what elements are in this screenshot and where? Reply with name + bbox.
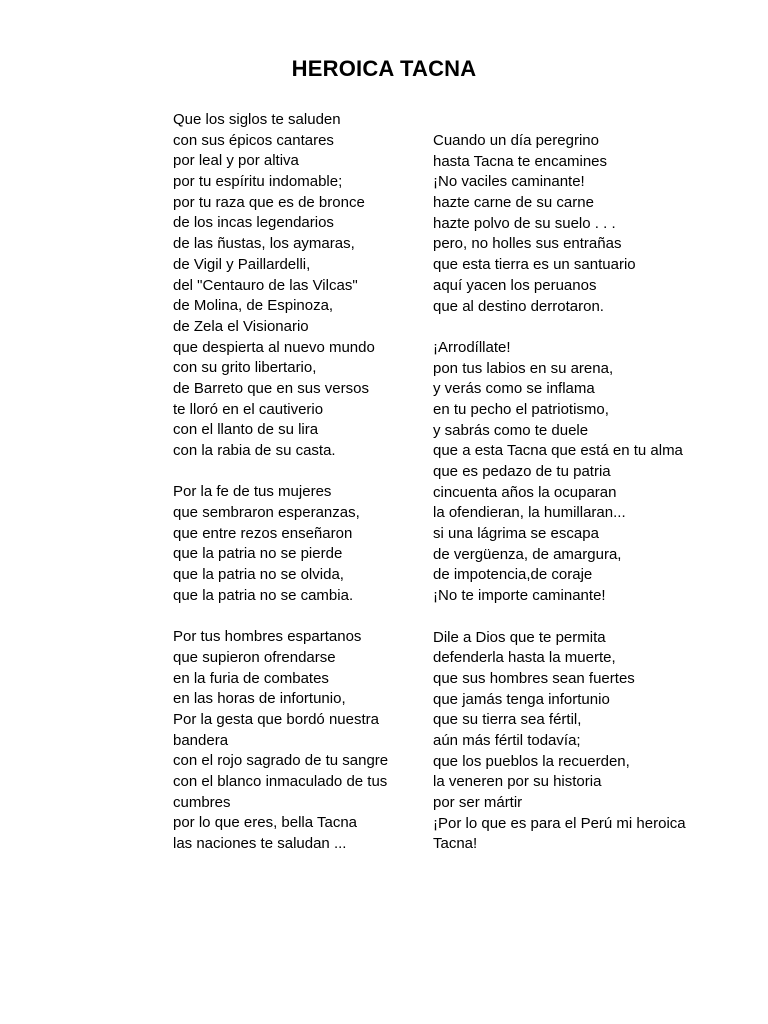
stanza [433, 628, 733, 856]
poem-line: cincuenta años la ocuparan [433, 483, 617, 501]
poem-line: que esta tierra es un santuario [433, 256, 636, 274]
poem-line: pero, no holles sus entrañas [433, 235, 622, 253]
poem-line: ¡No vaciles caminante! [433, 173, 585, 191]
poem-line: del "Centauro de las Vilcas" [173, 276, 358, 294]
poem-line: que la patria no se olvida, [173, 566, 344, 584]
poem-line: Cuando un día peregrino [433, 132, 599, 149]
poem-line: por lo que eres, bella Tacna [173, 814, 358, 832]
poem-line: que sembraron esperanzas, [173, 504, 360, 522]
stanza [433, 131, 733, 317]
poem-line: Que los siglos te saluden [173, 111, 341, 128]
poem-line: de Zela el Visionario [173, 317, 309, 335]
poem-line: por tu raza que es de bronce [173, 193, 365, 211]
poem-line: de Molina, de Espinoza, [173, 297, 334, 315]
poem-column-left [173, 110, 423, 855]
poem-line: de Vigil y Paillardelli, [173, 255, 311, 273]
stanza [433, 338, 733, 607]
poem-line: de Barreto que en sus versos [173, 379, 369, 397]
poem-line: y verás como se inflama [433, 380, 595, 398]
poem-line: con el rojo sagrado de tu sangre [173, 752, 389, 770]
poem-line: que supieron ofrendarse [173, 648, 336, 666]
poem-line: Dile a Dios que te permita [433, 628, 606, 646]
poem-line: de las ñustas, los aymaras, [173, 235, 355, 253]
poem-line: que a esta Tacna que está en tu alma [433, 442, 683, 460]
poem-line: Tacna! [433, 835, 478, 853]
poem-title: HEROICA TACNA [291, 56, 477, 81]
poem-line: por tu espíritu indomable; [173, 173, 343, 191]
stanza [173, 110, 423, 462]
poem-line: con la rabia de su casta. [173, 442, 336, 459]
poem-line: cumbres [173, 793, 231, 811]
poem-line: de los incas legendarios [173, 214, 334, 232]
poem-line: con el blanco inmaculado de tus [173, 773, 388, 790]
poem-line: la veneren por su historia [433, 773, 602, 791]
poem-line: hazte carne de su carne [433, 194, 594, 212]
poem-line: pon tus labios en su arena, [433, 359, 614, 377]
poem-line: que los pueblos la recuerden, [433, 752, 630, 770]
poem-line: por leal y por altiva [173, 152, 299, 170]
poem-line: con sus épicos cantares [173, 131, 334, 149]
poem-line: que despierta al nuevo mundo [173, 338, 375, 356]
poem-line: Por la fe de tus mujeres [173, 483, 332, 501]
poem-line: de impotencia,de coraje [433, 566, 593, 584]
poem-line: Por tus hombres espartanos [173, 628, 362, 646]
poem-line: la ofendieran, la humillaran... [433, 504, 626, 522]
poem-line: aún más fértil todavía; [433, 731, 581, 749]
poem-line: que su tierra sea fértil, [433, 711, 582, 729]
poem-column-right [433, 131, 733, 855]
poem-line: en las horas de infortunio, [173, 690, 346, 708]
stanza [173, 627, 423, 855]
poem-line: que es pedazo de tu patria [433, 463, 611, 480]
poem-line: por ser mártir [433, 794, 523, 811]
poem-line: que sus hombres sean fuertes [433, 669, 635, 687]
poem-line: ¡Arrodíllate! [433, 338, 511, 356]
poem-line: las naciones te saludan ... [173, 835, 347, 853]
poem-line: que la patria no se pierde [173, 545, 343, 563]
poem-line: que jamás tenga infortunio [433, 690, 610, 708]
poem-line: te lloró en el cautiverio [173, 400, 324, 418]
poem-line: que al destino derrotaron. [433, 297, 604, 315]
poem-line: que entre rezos enseñaron [173, 524, 353, 542]
poem-line: Por la gesta que bordó nuestra [173, 710, 379, 728]
poem-line: si una lágrima se escapa [433, 525, 599, 543]
poem-line: con el llanto de su lira [173, 421, 319, 439]
poem-line: hazte polvo de su suelo . . . [433, 214, 616, 232]
poem-line: ¡No te importe caminante! [433, 587, 606, 605]
poem-line: bandera [173, 731, 229, 749]
poem-line: en la furia de combates [173, 669, 329, 687]
poem-line: y sabrás como te duele [433, 421, 589, 439]
stanza [173, 482, 423, 606]
poem-line: ¡Por lo que es para el Perú mi heroica [433, 814, 686, 832]
poem-line: con su grito libertario, [173, 359, 317, 377]
poem-line: de vergüenza, de amargura, [433, 545, 622, 563]
poem-line: en tu pecho el patriotismo, [433, 400, 609, 418]
poem-line: aquí yacen los peruanos [433, 276, 597, 294]
poem-line: defenderla hasta la muerte, [433, 649, 616, 667]
poem-line: hasta Tacna te encamines [433, 152, 608, 170]
poem-line: que la patria no se cambia. [173, 586, 354, 604]
